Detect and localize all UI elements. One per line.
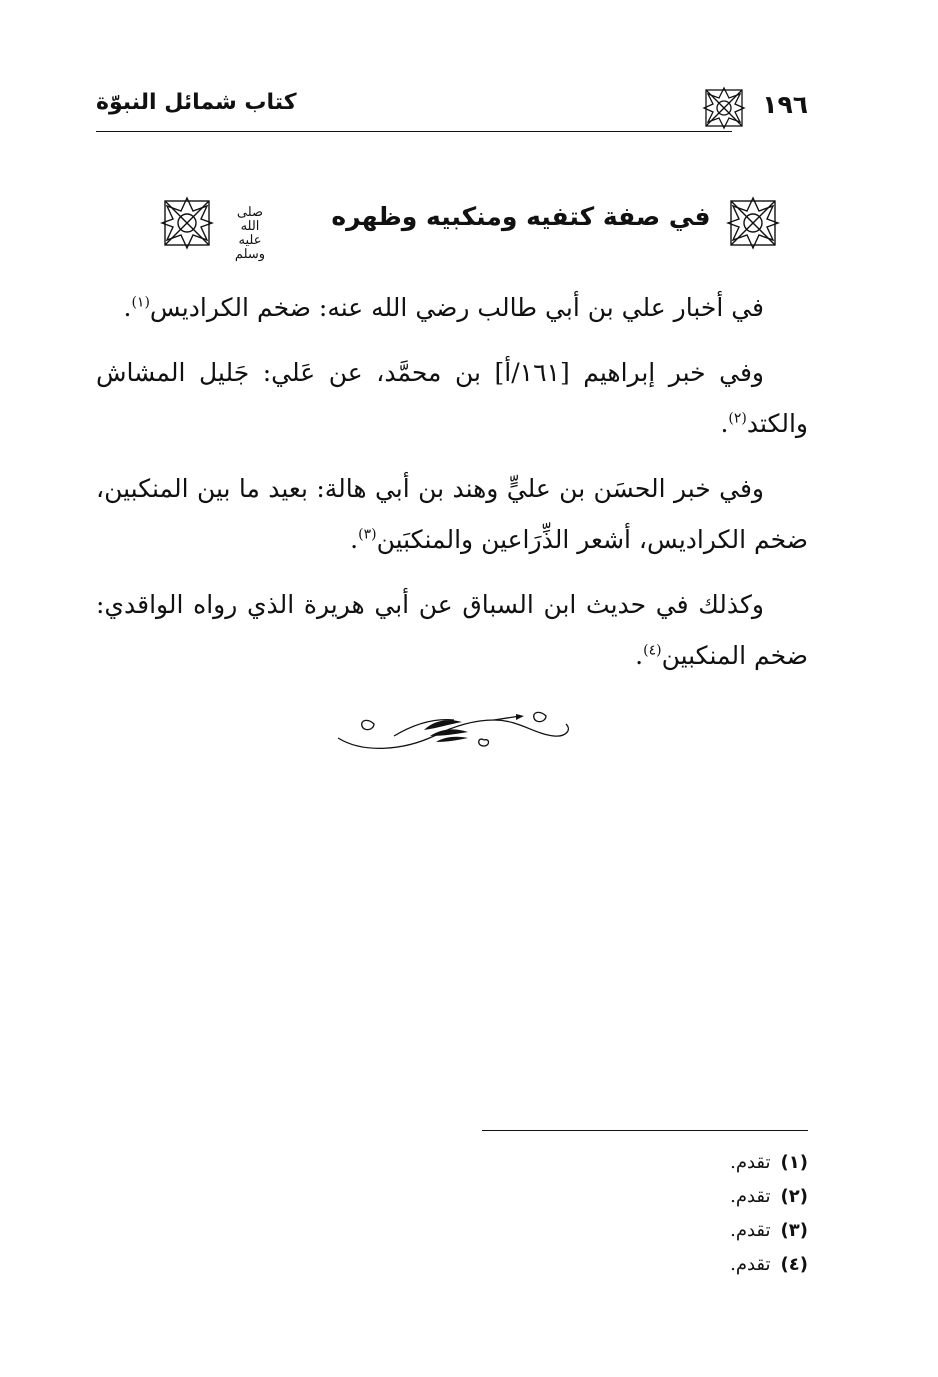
page-number: ١٩٦ <box>762 90 808 119</box>
running-head <box>96 86 808 132</box>
footnotes <box>508 1146 808 1282</box>
footnote-text: تقدم. <box>730 1186 771 1207</box>
paragraph-text: وكذلك في حديث ابن السباق عن أبي هريرة الذي رواه الواقدي: ضخم المنكبين <box>96 590 808 670</box>
star-ornament-icon <box>702 86 746 130</box>
footnote-ref[interactable]: (١) <box>131 294 150 311</box>
chapter-heading <box>160 196 780 262</box>
footnote-text: تقدم. <box>730 1152 771 1173</box>
body-text <box>96 282 808 695</box>
paragraph <box>96 347 808 449</box>
footnote-number: (٤) <box>780 1254 808 1275</box>
flourish-ornament-icon <box>334 706 574 756</box>
footnote <box>508 1146 808 1180</box>
paragraph <box>96 282 808 333</box>
footnote-ref[interactable]: (٤) <box>643 642 662 659</box>
star-ornament-icon <box>160 196 214 250</box>
footnote-text: تقدم. <box>730 1254 771 1275</box>
footnote <box>508 1180 808 1214</box>
star-ornament-icon <box>726 196 780 250</box>
paragraph <box>96 579 808 681</box>
footnote-number: (٢) <box>780 1186 808 1207</box>
footnote <box>508 1214 808 1248</box>
paragraph-text: في أخبار علي بن أبي طالب رضي الله عنه: ضخم الكراديس <box>149 293 764 322</box>
footnote-number: (١) <box>780 1152 808 1173</box>
paragraph-text: وفي خبر إبراهيم [١٦١/أ] بن محمَّد، عن عَلي: جَليل المشاش والكتد <box>96 358 808 438</box>
footnote-number: (٣) <box>780 1220 808 1241</box>
footnote-rule <box>482 1130 808 1131</box>
footnote-text: تقدم. <box>730 1220 771 1241</box>
paragraph <box>96 463 808 565</box>
paragraph-text: وفي خبر الحسَن بن عليٍّ وهند بن أبي هالة: بعيد ما بين المنكبين، ضخم الكراديس، أشعر الذِّرَاعين والمنكبَين <box>96 474 808 554</box>
footnote-ref[interactable]: (٣) <box>358 526 377 543</box>
paragraph-tail: . <box>123 293 132 322</box>
paragraph-tail: . <box>635 641 644 670</box>
honorific-calligraphy: صلى الله عليه وسلم <box>234 205 266 262</box>
book-title: كتاب شمائل النبوّة <box>96 90 297 115</box>
paragraph-tail: . <box>350 525 359 554</box>
footnote <box>508 1248 808 1282</box>
chapter-title: في صفة كتفيه ومنكبيه وظهره <box>331 202 711 231</box>
paragraph-tail: . <box>720 409 729 438</box>
header-rule <box>96 131 732 132</box>
footnote-ref[interactable]: (٢) <box>728 410 747 427</box>
